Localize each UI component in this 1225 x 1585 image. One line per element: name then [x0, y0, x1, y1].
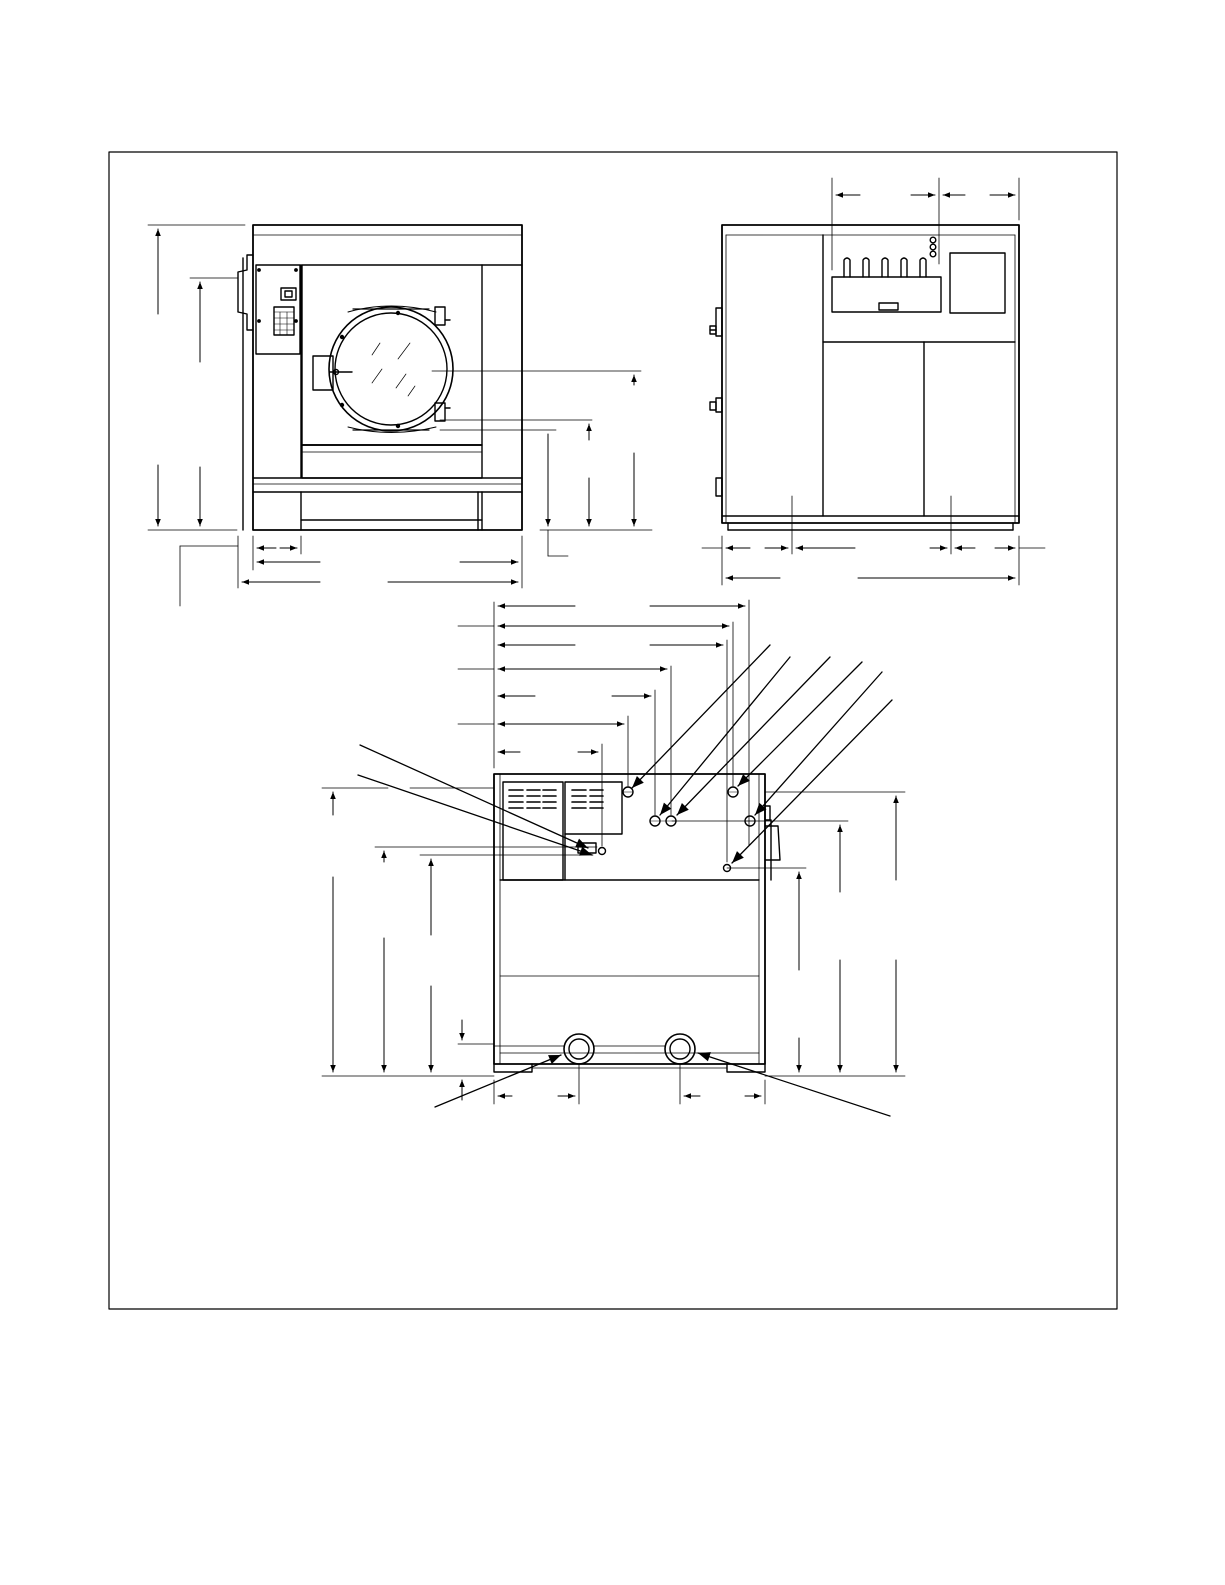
rear-view-dimensions [322, 600, 905, 1104]
side-view [710, 225, 1019, 530]
drawing-frame [109, 152, 1117, 1309]
terminal-posts [844, 258, 926, 277]
side-view-dimensions [702, 178, 1045, 585]
front-view-dimensions [148, 225, 652, 606]
control-panel [256, 265, 300, 354]
porthole-door [313, 306, 453, 433]
rear-view [494, 774, 780, 1072]
drain-outlets [564, 1034, 695, 1064]
front-view [238, 225, 522, 530]
